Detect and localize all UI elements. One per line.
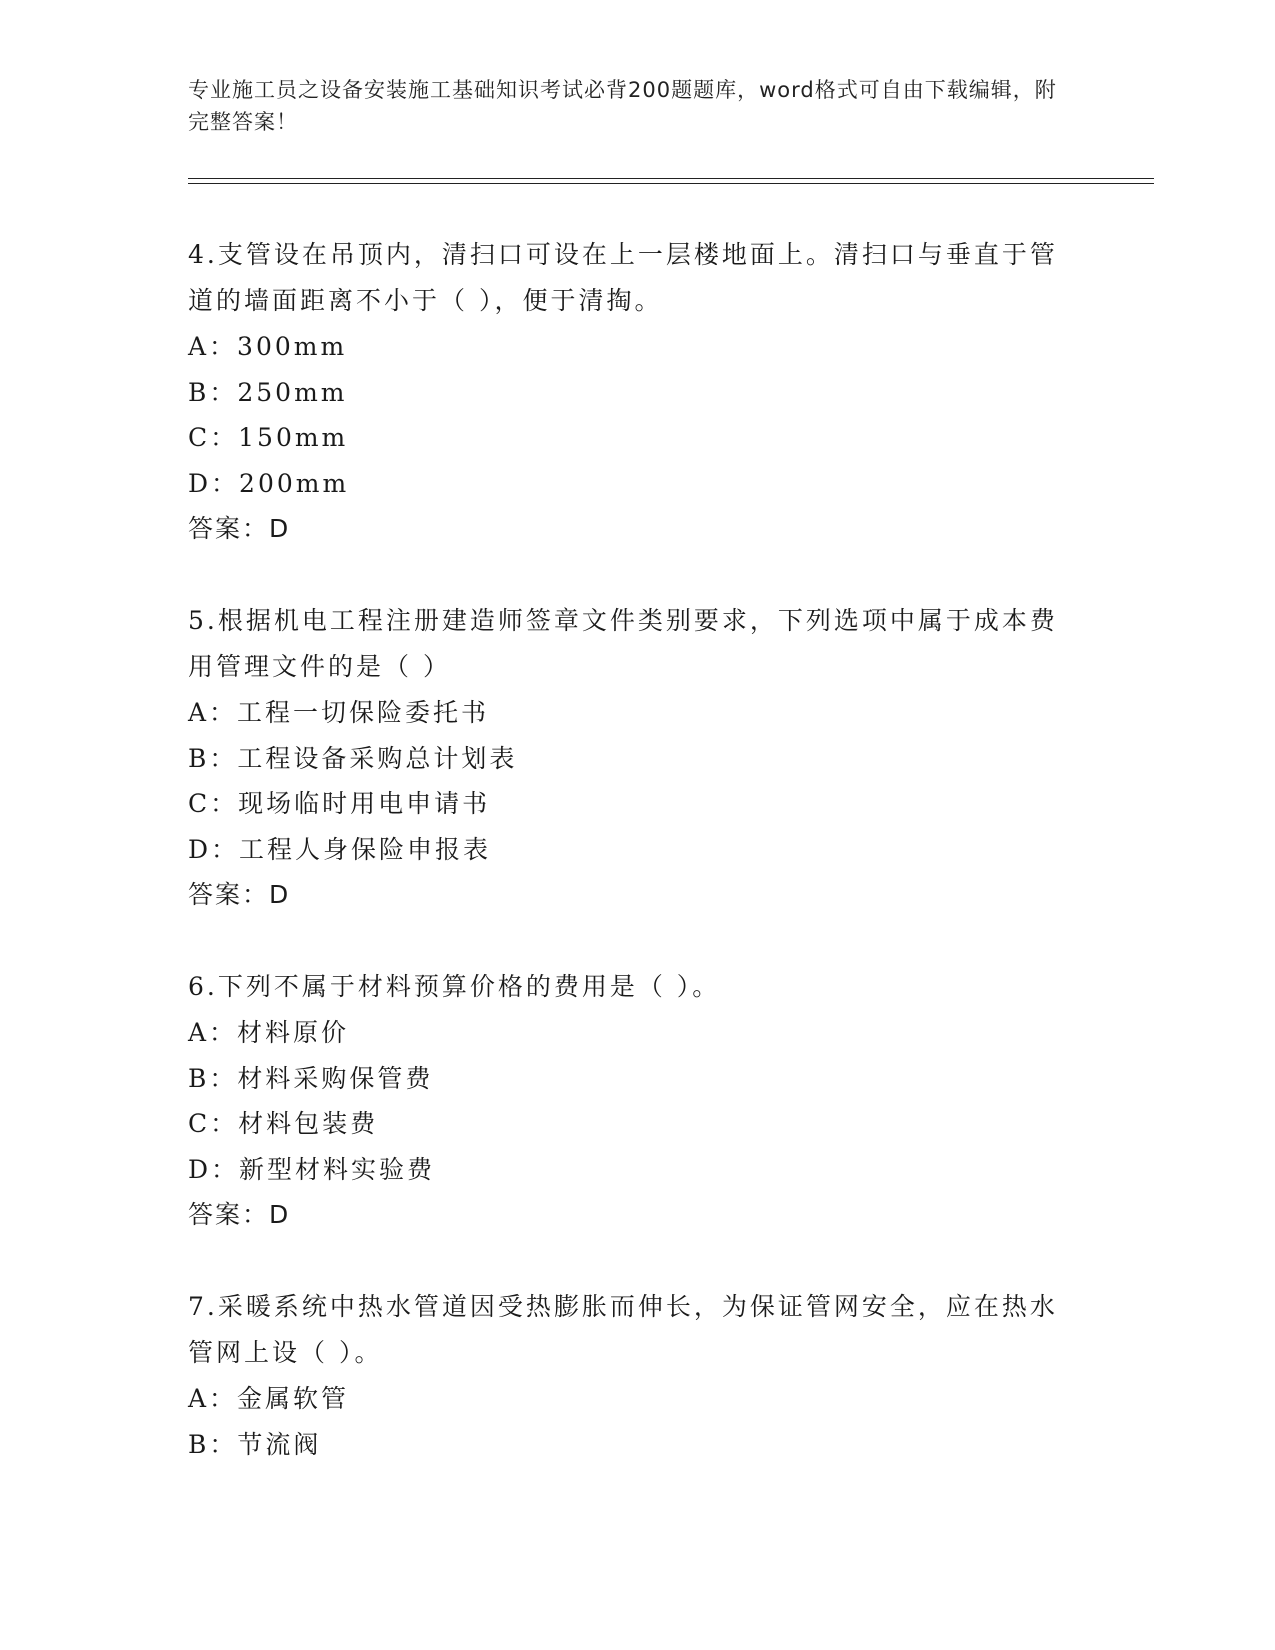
answer-line: 答案：D bbox=[188, 1200, 291, 1229]
answer-line: 答案：D bbox=[188, 514, 291, 543]
question-stem: 6.下列不属于材料预算价格的费用是（ ）。 bbox=[188, 972, 721, 1001]
question-5 bbox=[188, 598, 1068, 918]
option-d: D：新型材料实验费 bbox=[188, 1154, 436, 1184]
option-a: A：材料原价 bbox=[188, 1018, 350, 1047]
option-a: A：金属软管 bbox=[188, 1384, 350, 1413]
question-stem: 4.支管设在吊顶内，清扫口可设在上一层楼地面上。清扫口与垂直于管道的墙面距离不小于（ ），便于清掏。 bbox=[188, 240, 1058, 315]
header-divider-bottom bbox=[188, 183, 1154, 184]
option-b: B：250mm bbox=[188, 377, 348, 407]
answer-line: 答案：D bbox=[188, 880, 291, 909]
option-a: A：工程一切保险委托书 bbox=[188, 698, 490, 727]
question-stem: 5.根据机电工程注册建造师签章文件类别要求，下列选项中属于成本费用管理文件的是（ ） bbox=[188, 606, 1058, 681]
question-list bbox=[188, 232, 1068, 1513]
option-d: D：工程人身保险申报表 bbox=[188, 834, 492, 864]
document-header: 专业施工员之设备安装施工基础知识考试必背200题题库，word格式可自由下载编辑，附完整答案！ bbox=[188, 78, 1057, 134]
option-b: B：工程设备采购总计划表 bbox=[188, 743, 518, 773]
question-4 bbox=[188, 232, 1068, 552]
question-stem: 7.采暖系统中热水管道因受热膨胀而伸长，为保证管网安全，应在热水管网上设（ ）。 bbox=[188, 1292, 1058, 1367]
question-6 bbox=[188, 964, 1068, 1238]
option-c: C：150mm bbox=[188, 423, 349, 452]
option-c: C：现场临时用电申请书 bbox=[188, 789, 491, 818]
option-b: B：材料采购保管费 bbox=[188, 1063, 434, 1093]
option-c: C：材料包装费 bbox=[188, 1109, 379, 1138]
option-a: A：300mm bbox=[188, 332, 348, 361]
header-divider-top bbox=[188, 178, 1154, 179]
option-d: D：200mm bbox=[188, 468, 350, 498]
question-7 bbox=[188, 1284, 1068, 1467]
option-b: B：节流阀 bbox=[188, 1429, 322, 1459]
